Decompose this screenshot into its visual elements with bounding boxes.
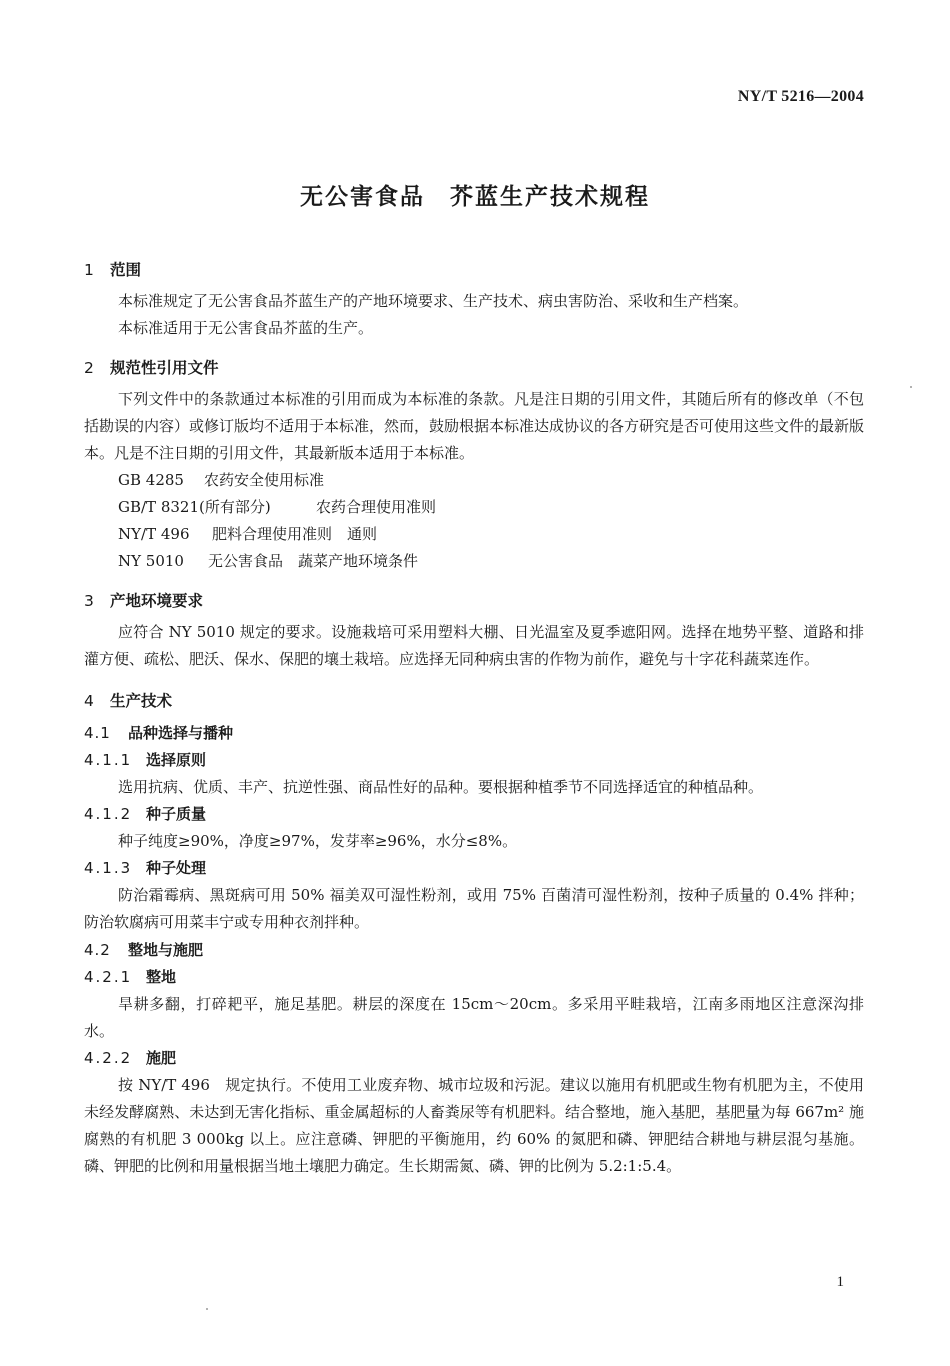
section-number: 1 — [84, 261, 94, 279]
paragraph: 本标准适用于无公害食品芥蓝的生产。 — [118, 319, 374, 337]
section-title: 种子处理 — [146, 859, 207, 877]
section-number: 2 — [84, 359, 94, 377]
subsection-4-1-2-heading — [84, 801, 864, 828]
reference-item — [84, 548, 864, 575]
reference-item — [84, 494, 864, 521]
reference-code: GB/T 8321(所有部分) — [118, 498, 271, 516]
reference-item — [84, 467, 864, 494]
reference-name: 农药合理使用准则 — [316, 498, 437, 516]
paragraph: 应符合 NY 5010 规定的要求。设施栽培可采用塑料大棚、日光温室及夏季遮阳网。选择在地势平整、道路和排灌方便、疏松、肥沃、保水、保肥的壤土栽培。应选择无同种病虫害的作物为前作，避免与十字花科蔬菜连作。 — [84, 623, 864, 668]
section-4-heading — [84, 687, 864, 715]
section-3-heading — [84, 587, 864, 615]
paragraph: 种子纯度≥90%，净度≥97%，发芽率≥96%，水分≤8%。 — [118, 832, 518, 850]
reference-code: GB 4285 — [118, 471, 184, 489]
paragraph: 按 NY/T 496 规定执行。不使用工业废弃物、城市垃圾和污泥。建议以施用有机肥或生物有机肥为主，不使用未经发酵腐熟、未达到无害化指标、重金属超标的人畜粪尿等有机肥料。结合整地，施入基肥，基肥量为每 667m² 施腐熟的有机肥 3 000kg 以上。应注意磷、钾肥的平衡施用，约 60% 的氮肥和磷、钾肥结合耕地与耕层混匀基施。磷、钾肥的比例和用量根据当地土壤肥力确定。生长期需氮、磷、钾的比例为 5.2:1:5.4。 — [84, 1076, 864, 1175]
paragraph: 下列文件中的条款通过本标准的引用而成为本标准的条款。凡是注日期的引用文件，其随后所有的修改单（不包括勘误的内容）或修订版均不适用于本标准，然而，鼓励根据本标准达成协议的各方研究是否可使用这些文件的最新版本。凡是不注日期的引用文件，其最新版本适用于本标准。 — [84, 390, 865, 462]
section-title: 种子质量 — [146, 805, 207, 823]
subsection-4-2-heading — [84, 936, 864, 964]
section-number: 4 — [84, 692, 94, 710]
subsection-4-1-3-heading — [84, 855, 864, 882]
section-number: 3 — [84, 592, 94, 610]
reference-code: NY/T 496 — [118, 525, 190, 543]
section-1-heading — [84, 256, 864, 284]
section-number: 4.2 — [84, 941, 111, 959]
document-title: 无公害食品 芥蓝生产技术规程 — [300, 184, 650, 210]
page-number: 1 — [836, 1274, 844, 1290]
subsection-4-2-2-heading — [84, 1045, 864, 1072]
section-number: 4.1.1 — [84, 751, 133, 769]
section-title: 施肥 — [146, 1049, 177, 1067]
reference-name: 肥料合理使用准则 通则 — [212, 525, 378, 543]
document-code: NY/T 5216—2004 — [737, 88, 864, 105]
paragraph: 旱耕多翻，打碎耙平，施足基肥。耕层的深度在 15cm～20cm。多采用平畦栽培，江南多雨地区注意深沟排水。 — [84, 995, 864, 1040]
section-title: 产地环境要求 — [110, 592, 204, 610]
section-number: 4.2.2 — [84, 1049, 133, 1067]
reference-code: NY 5010 — [118, 552, 184, 570]
scan-speck — [206, 1308, 208, 1310]
paragraph: 本标准规定了无公害食品芥蓝生产的产地环境要求、生产技术、病虫害防治、采收和生产档案。 — [118, 292, 749, 310]
section-title: 选择原则 — [146, 751, 207, 769]
section-title: 整地与施肥 — [128, 941, 204, 959]
document-body — [84, 256, 864, 1180]
section-title: 范围 — [110, 261, 142, 279]
section-number: 4.2.1 — [84, 968, 133, 986]
subsection-4-1-1-heading — [84, 747, 864, 774]
reference-name: 无公害食品 蔬菜产地环境条件 — [208, 552, 419, 570]
subsection-4-2-1-heading — [84, 964, 864, 991]
reference-name: 农药安全使用标准 — [204, 471, 325, 489]
section-number: 4.1.3 — [84, 859, 133, 877]
section-title: 品种选择与播种 — [128, 724, 234, 742]
section-number: 4.1 — [84, 724, 111, 742]
scan-speck — [910, 386, 912, 388]
section-title: 整地 — [146, 968, 177, 986]
paragraph: 选用抗病、优质、丰产、抗逆性强、商品性好的品种。要根据种植季节不同选择适宜的种植品种。 — [118, 778, 764, 796]
reference-item — [84, 521, 864, 548]
section-title: 生产技术 — [110, 692, 173, 710]
subsection-4-1-heading — [84, 719, 864, 747]
section-2-heading — [84, 354, 864, 382]
paragraph: 防治霜霉病、黑斑病可用 50% 福美双可湿性粉剂，或用 75% 百菌清可湿性粉剂，按种子质量的 0.4% 拌种；防治软腐病可用菜丰宁或专用种衣剂拌种。 — [84, 886, 864, 931]
section-title: 规范性引用文件 — [110, 359, 219, 377]
section-number: 4.1.2 — [84, 805, 133, 823]
